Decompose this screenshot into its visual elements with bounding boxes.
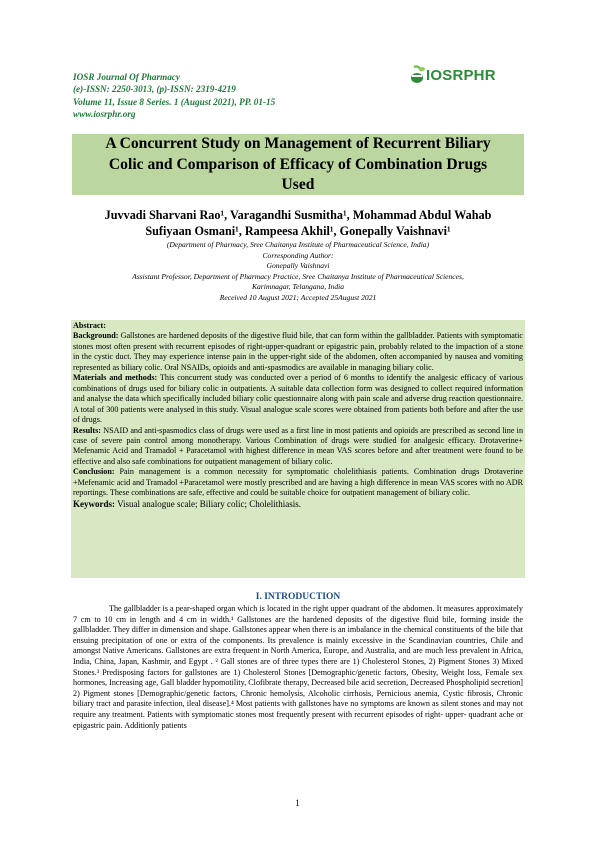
abstract-methods	[73, 373, 523, 425]
journal-volume: Volume 11, Issue 8 Series. 1 (August 2021), PP. 01-15	[73, 96, 276, 107]
paper-title	[72, 134, 524, 196]
title-line: A Concurrent Study on Management of Recurrent Biliary	[105, 135, 491, 152]
journal-header	[73, 71, 413, 121]
affiliation-block	[72, 240, 524, 303]
authors-line: Juvvadi Sharvani Rao¹, Varagandhi Susmitha¹, Mohammad Abdul Wahab	[104, 208, 492, 222]
authors-line: Sufiyaan Osmani¹, Rampeesa Akhil¹, Gonepally Vaishnavi¹	[145, 223, 451, 238]
conclusion-label: Conclusion:	[73, 467, 115, 477]
abstract-background	[73, 331, 523, 373]
section-heading-introduction: I. INTRODUCTION	[255, 592, 341, 602]
affiliation-line: Karimnagar, Telangana, India	[251, 282, 345, 291]
introduction-paragraph: The gallbladder is a pear-shaped organ which is located in the right upper quadrant of the abdomen. It measures approximately 7 cm to 10 cm in length and 4 cm in width.¹ Gallstones are the hardened deposits of the digestive fluid bile, forming inside the gallbladder. They differ in dimension and shape. Gallstones appear when there is an imbalance in the chemical constituents of the bile that ensuing precipitation of one or extra of the components. Its prevalence is mainly excessive in the Scandinavian countries, Chile and amongst Native Americans. Gallstones are extra frequent in North America, Europe, and Australia, and are much less prevalent in Africa, India, China, Japan, Kashmir, and Egypt . ² Gall stones are of three types there are 1) Cholesterol Stones, 2) Pigment Stones 3) Mixed Stones.³ Predisposing factors for gallstones are 1) Cholesterol Stones [Demographic/genetic factors, Obesity, Weight loss, Female sex hormones, Increasing age, Gall bladder hypomotility, Clofibrate therapy, Decreased bile acid secretion, Decreased Phospholipid secretion] 2) Pigment stones [Demographic/genetic factors, Chronic hemolysis, Alcoholic cirrhosis, Pernicious anemia, Cystic fibrosis, Chronic biliary tract and parasite infection, ileal disease].⁴ Most patients with gallstones have no symptoms are known as silent stones and may not require any treatment. Patients with symptomatic stones most frequently present with recurrent episodes of right- upper- quadrant ache or epigastric pain. Additionly patients	[73, 604, 523, 730]
affiliation-line: Assistant Professor, Department of Pharmacy Practice, Sree Chaitanya Institute of Pharmaceutical Sciences,	[132, 271, 464, 281]
abstract-results	[73, 426, 523, 468]
journal-issn: (e)-ISSN: 2250-3013, (p)-ISSN: 2319-4219	[73, 84, 236, 95]
abstract	[73, 321, 523, 509]
results-text: NSAID and anti-spasmodics class of drugs were used as a first line in most patients and opioids are prescribed as second line in case of severe pain control among monotherapy. Various Combination of drugs were studied for analgesic efficacy. Drotaverine+ Mefenamic Acid and Tramadol + Paracetamol with highest difference in mean VAS scores before and after treatment were found to be effective and also safe combinations for outpatient management of biliary colic.	[73, 425, 524, 466]
author-list	[72, 208, 524, 239]
conclusion-text: Pain management is a common necessity for symptomatic cholelithiasis patients. Combination drugs Drotaverine +Mefenamic acid and Tramadol +Paracetamol were mostly prescribed and are having a high difference in mean VAS scores with no ADR reportings. These combinations are safe, effective and could be suitable choice for outpatient management of biliary colic.	[73, 467, 524, 498]
methods-label: Materials and methods:	[73, 373, 158, 383]
corresponding-name: Gonepally Vaishnavi	[266, 261, 330, 270]
introduction-body	[73, 604, 523, 731]
journal-website: www.iosrphr.org	[73, 109, 136, 120]
abstract-heading: Abstract:	[73, 321, 106, 330]
abstract-keywords	[73, 499, 523, 509]
title-line: Colic and Comparison of Efficacy of Combination Drugs	[108, 155, 488, 173]
abstract-conclusion	[73, 467, 523, 498]
journal-name: IOSR Journal Of Pharmacy	[73, 72, 180, 82]
page-number: 1	[295, 798, 300, 808]
methods-text: This concurrent study was conducted over a period of 6 months to identify the analgesic efficacy of various combinations of drugs used for biliary colic in outpatients. A suitable data collection form was designed to collect required information and analyse the data which specifically included biliary colic questionnaire along with pain scale and adverse drug reaction questionnaire. A total of 300 patients were analysed in this study. Visual analogue scale scores were obtained from patients both before and after the use of drugs.	[73, 373, 523, 425]
results-label: Results:	[73, 425, 101, 435]
affiliation-line: (Department of Pharmacy, Sree Chaitanya Institute of Pharmaceutical Science, India)	[166, 240, 430, 249]
received-dates: Received 10 August 2021; Accepted 25August 2021	[219, 292, 377, 302]
logo-text: IOSRPHR	[426, 67, 496, 84]
background-text: Gallstones are hardened deposits of the digestive fluid bile, that can form within the gallbladder. Patients with symptomatic stones most often present with recurrent episodes of right-upper-quadrant or epigastric pain, probably related to the impaction of a stone in the cystic duct. They may experience intense pain in the upper-right side of the abdomen, often accompanied by nausea and vomiting represented as biliary colic. Oral NSAIDs, opioids and anti-spasmodics are available in managing biliary colic.	[73, 331, 524, 372]
background-label: Background:	[73, 331, 119, 341]
title-line: Used	[281, 176, 315, 193]
keywords-text: Visual analogue scale; Biliary colic; Cholelithiasis.	[117, 498, 302, 509]
corresponding-label: Corresponding Author:	[262, 250, 334, 260]
keywords-label: Keywords:	[73, 498, 115, 509]
